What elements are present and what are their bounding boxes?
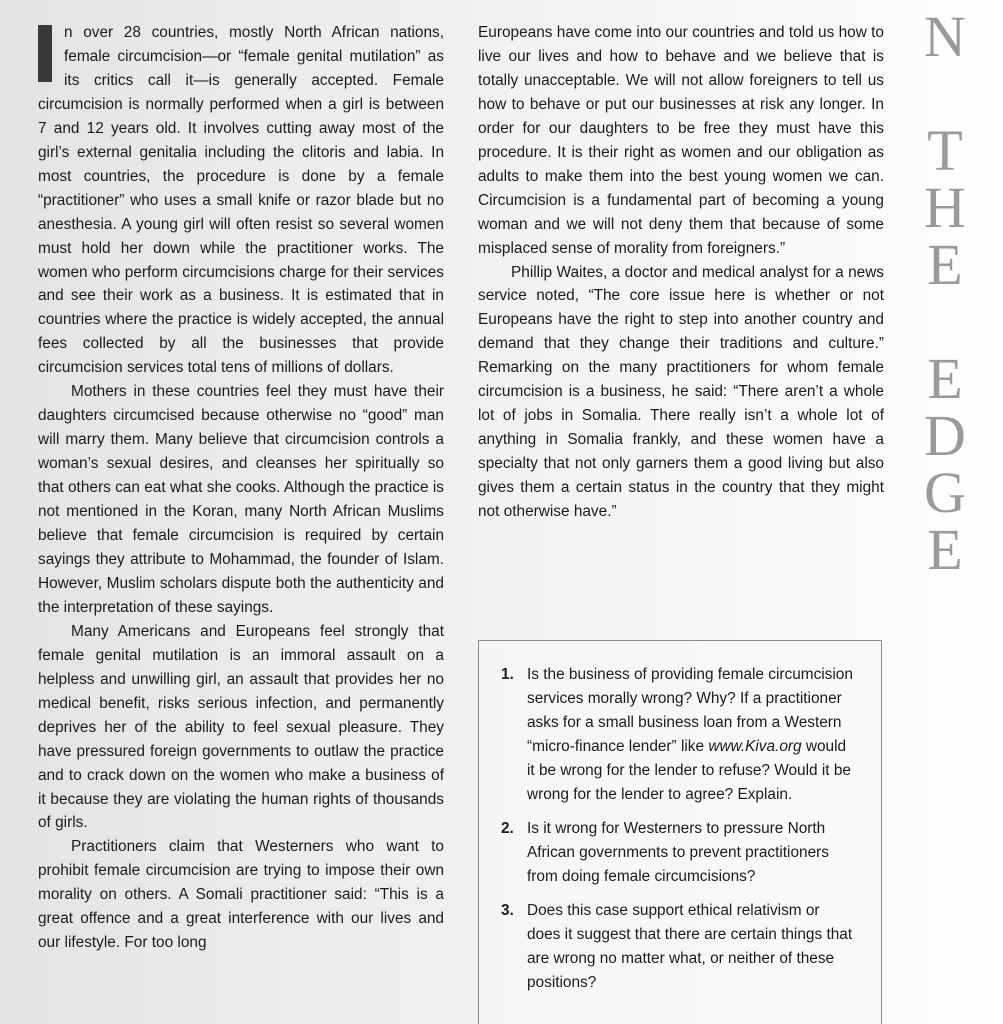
question-text: Is it wrong for Westerners to pressure North African governments to prevent practitioners from doing female circumcisions? — [527, 820, 829, 885]
drop-cap — [38, 25, 52, 82]
title-letter: T — [927, 118, 963, 183]
title-letter: E — [927, 232, 963, 297]
title-letter: H — [924, 175, 966, 240]
paragraph-practitioners: Practitioners claim that Westerners who want to prohibit female circumcision are trying to impose their own morality on others. A Somali practitioner said: “This is a great offence and a great interference with our lives and our lifestyle. For too long — [38, 838, 444, 952]
title-letter: N — [924, 4, 966, 69]
title-letter: G — [924, 460, 966, 525]
title-letter: E — [927, 517, 963, 582]
paragraph-quote-continued: Europeans have come into our countries and told us how to live our lives and how to behave and we believe that is totally unacceptable. We will not allow foreigners to tell us how to behave or put our businesses at risk any longer. In order for our daughters to be free they must have this procedure. It is their right as women and our obligation as adults to make them into the best young women we can. Circumcision is a fundamental part of becoming a young woman and we will not deny them that because of some misplaced sense of morality from foreigners.” — [478, 24, 884, 257]
question-list — [479, 641, 881, 995]
question-item — [501, 663, 857, 807]
left-column — [38, 21, 444, 955]
question-text: Is the business of providing female circumcision services morally wrong? Why? If a practitioner asks for a small business loan from a Western “micro-finance lender” like www.Kiva.org would it be wrong for the lender to refuse? Would it be wrong for the lender to agree? Explain. — [527, 666, 853, 803]
right-column — [478, 21, 884, 524]
question-number: 2. — [501, 820, 514, 837]
title-letter: D — [924, 403, 966, 468]
question-number: 3. — [501, 902, 514, 919]
question-text: Does this case support ethical relativism or does it suggest that there are certain things that are wrong no matter what, or neither of these positions? — [527, 902, 853, 991]
section-title-vertical — [915, 4, 975, 582]
paragraph-text: n over 28 countries, mostly North African nations, female circumcision—or “female genital mutilation” as its critics call it—is generally accepted. Female circumcision is normally performed when a girl is between 7 and 12 years old. It involves cutting away most of the girl’s external genitalia including the clitoris and labia. In most countries, the procedure is done by a female “practitioner” who uses a small knife or razor blade but no anesthesia. A young girl will often resist so several women must hold her down while the practitioner works. The women who perform circumcisions charge for their services and see their work as a business. It is estimated that in countries where the practice is widely accepted, the annual fees collected by all the businesses that provide circumcision services total tens of millions of dollars. — [38, 24, 444, 377]
kiva-link: www.Kiva.org — [708, 738, 802, 755]
question-item — [501, 899, 857, 995]
paragraph-mothers: Mothers in these countries feel they must have their daughters circumcised because otherwise no “good” man will marry them. Many believe that circumcision controls a woman’s sexual desires, and cleanses her spiritually so that others can eat what she cooks. Although the practice is not mentioned in the Koran, many North African Muslims believe that female circumcision is required by certain sayings they attribute to Mohammad, the founder of Islam. However, Muslim scholars dispute both the authenticity and the interpretation of these sayings. — [38, 383, 444, 616]
question-number: 1. — [501, 666, 514, 683]
discussion-questions-box — [478, 640, 882, 1024]
paragraph-intro — [38, 21, 444, 380]
paragraph-waites: Phillip Waites, a doctor and medical analyst for a news service noted, “The core issue here is whether or not Europeans have the right to step into another country and demand that they change their traditions and culture.” Remarking on the many practitioners for whom female circumcision is a business, he said: “There aren’t a whole lot of jobs in Somalia. There really isn’t a whole lot of anything in Somalia frankly, and these women have a specialty that not only garners them a good living but also gives them a certain status in the country that they might not otherwise have.” — [478, 263, 884, 521]
question-item — [501, 817, 857, 889]
title-letter: E — [927, 346, 963, 411]
paragraph-westerners: Many Americans and Europeans feel strongly that female genital mutilation is an immoral assault on a helpless and unwilling girl, an assault that provides her no medical benefit, risks serious infection, and permanently deprives her of the ability to feel sexual pleasure. They have pressured foreign governments to outlaw the practice and to crack down on the women who make a business of it because they are violating the human rights of thousands of girls. — [38, 622, 444, 832]
